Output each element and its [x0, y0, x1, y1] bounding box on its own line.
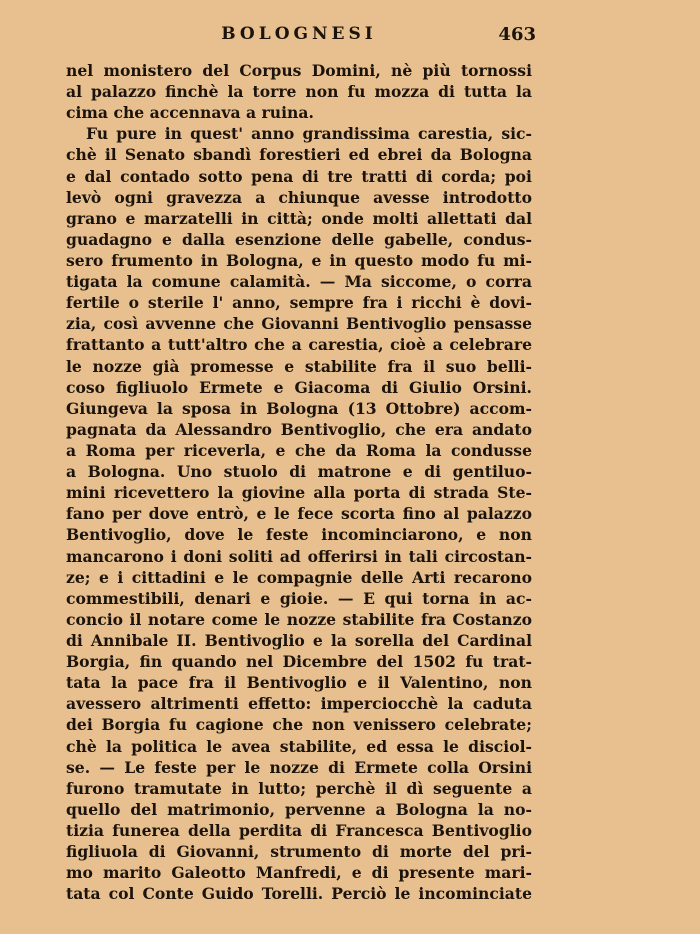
text-line: fertile o sterile l' anno, sempre fra i ricchi è dovi-: [66, 293, 532, 313]
running-head: [66, 18, 536, 50]
text-line: a Roma per riceverla, e che da Roma la condusse: [66, 440, 532, 460]
text-line: sero frumento in Bologna, e in questo modo fu mi-: [66, 250, 532, 270]
running-title: BOLOGNESI: [221, 24, 377, 44]
text-line: coso figliuolo Ermete e Giacoma di Giulio Orsini.: [66, 377, 532, 397]
text-line: avessero altrimenti effetto: imperciocchè la caduta: [66, 694, 532, 714]
text-line: tata la pace fra il Bentivoglio e il Valentino, non: [66, 673, 532, 693]
text-line: levò ogni gravezza a chiunque avesse introdotto: [66, 187, 532, 207]
text-line: mini ricevettero la giovine alla porta di strada Ste-: [66, 483, 532, 503]
text-line: mancarono i doni soliti ad offerirsi in tali circostan-: [66, 546, 532, 566]
text-line: chè il Senato sbandì forestieri ed ebrei da Bologna: [66, 145, 532, 165]
text-line: fano per dove entrò, e le fece scorta fino al palazzo: [66, 504, 532, 524]
text-line: le nozze già promesse e stabilite fra il suo belli-: [66, 356, 532, 376]
text-line: di Annibale II. Bentivoglio e la sorella del Cardinal: [66, 630, 532, 650]
text-line: Fu pure in quest' anno grandissima carestia, sic-: [86, 124, 532, 144]
text-line: a Bologna. Uno stuolo di matrone e di gentiluo-: [66, 462, 532, 482]
text-line: tizia funerea della perdita di Francesca Bentivoglio: [66, 820, 532, 840]
text-line: tata col Conte Guido Torelli. Perciò le incominciate: [66, 884, 532, 904]
text-line: guadagno e dalla esenzione delle gabelle, condus-: [66, 229, 532, 249]
text-line: Bentivoglio, dove le feste incominciarono, e non: [66, 525, 532, 545]
text-line: concio il notare come le nozze stabilite fra Costanzo: [66, 609, 532, 629]
text-line: pagnata da Alessandro Bentivoglio, che era andato: [66, 419, 532, 439]
text-line: al palazzo finchè la torre non fu mozza di tutta la: [66, 82, 532, 102]
text-line: nel monistero del Corpus Domini, nè più tornossi: [66, 61, 532, 80]
text-line: dei Borgia fu cagione che non venissero celebrate;: [66, 715, 532, 735]
text-line: Giungeva la sposa in Bologna (13 Ottobre) accom-: [66, 398, 532, 418]
text-line: quello del matrimonio, pervenne a Bologna la no-: [66, 799, 532, 819]
text-line: cima che accennava a ruina.: [66, 103, 314, 123]
text-line: mo marito Galeotto Manfredi, e di presente mari-: [66, 863, 532, 883]
body-text: [66, 60, 532, 904]
text-line: commestibili, denari e gioie. — E qui torna in ac-: [66, 588, 532, 608]
text-line: tigata la comune calamità. — Ma siccome, o corra: [66, 272, 532, 292]
text-line: Borgia, fin quando nel Dicembre del 1502 fu trat-: [66, 652, 532, 672]
text-line: chè la politica le avea stabilite, ed essa le disciol-: [66, 736, 532, 756]
text-line: zia, così avvenne che Giovanni Bentivoglio pensasse: [66, 314, 532, 334]
text-line: furono tramutate in lutto; perchè il dì seguente a: [66, 778, 532, 798]
text-line: ze; e i cittadini e le compagnie delle Arti recarono: [66, 567, 532, 587]
page-number: 463: [498, 24, 536, 45]
text-line: se. — Le feste per le nozze di Ermete colla Orsini: [66, 757, 532, 777]
text-line: frattanto a tutt'altro che a carestia, cioè a celebrare: [66, 335, 532, 355]
text-line: figliuola di Giovanni, strumento di morte del pri-: [66, 842, 532, 862]
text-line: e dal contado sotto pena di tre tratti di corda; poi: [66, 166, 532, 186]
text-line: grano e marzatelli in città; onde molti allettati dal: [66, 208, 532, 228]
